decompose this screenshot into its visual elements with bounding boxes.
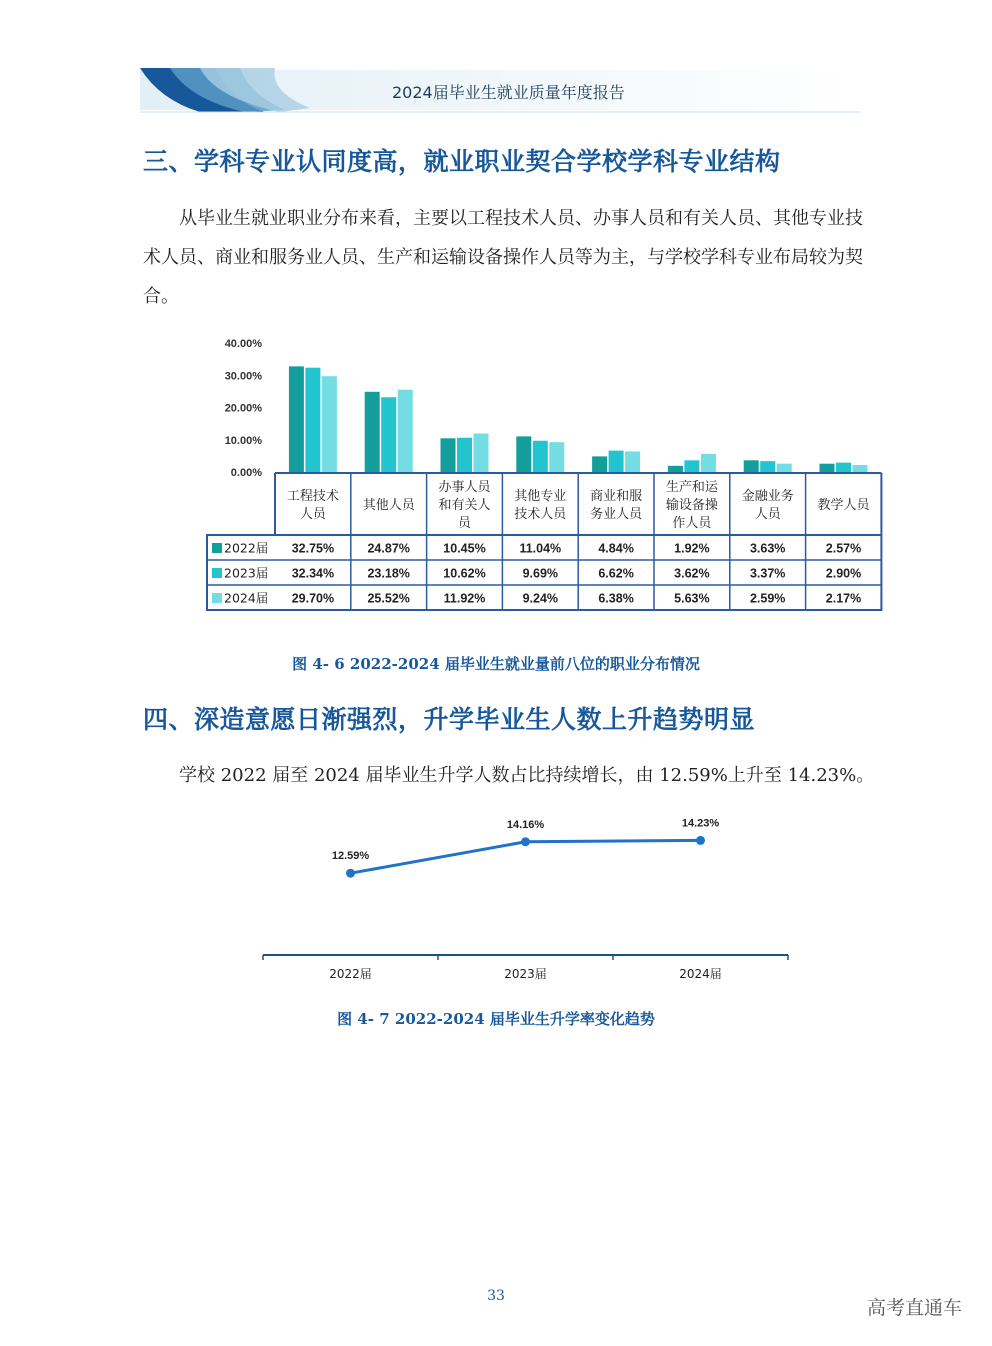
bar xyxy=(625,451,640,472)
bar xyxy=(381,397,396,472)
category-label: 人员 xyxy=(754,507,781,522)
data-cell: 1.92% xyxy=(674,541,710,556)
category-label: 其他人员 xyxy=(362,498,415,513)
category-label: 金融业务 xyxy=(741,489,794,504)
category-label: 输设备操 xyxy=(665,498,718,513)
bar xyxy=(516,436,531,472)
data-point xyxy=(346,869,355,878)
category-label: 人员 xyxy=(299,507,326,522)
data-cell: 32.34% xyxy=(291,566,335,581)
bar xyxy=(365,392,380,472)
bar xyxy=(289,366,304,472)
category-label: 务业人员 xyxy=(590,507,643,522)
data-cell: 6.62% xyxy=(598,566,634,581)
section-heading: 四、深造意愿日渐强烈，升学毕业生人数上升趋势明显 xyxy=(143,705,756,734)
data-cell: 32.75% xyxy=(291,541,335,556)
bar xyxy=(836,463,851,472)
legend-label: 2022届 xyxy=(224,540,269,556)
bar xyxy=(533,441,548,472)
y-tick-label: 0.00% xyxy=(230,467,262,479)
bar xyxy=(701,454,716,472)
bar xyxy=(398,390,413,472)
data-cell: 5.63% xyxy=(674,591,710,606)
bar xyxy=(474,434,489,472)
data-point xyxy=(521,837,530,846)
x-tick-label: 2022届 xyxy=(329,967,372,981)
figure-caption: 图 4- 6 2022-2024 届毕业生就业量前八位的职业分布情况 xyxy=(292,655,700,673)
bar xyxy=(853,465,868,472)
category-label: 技术人员 xyxy=(514,507,567,522)
x-tick-label: 2024届 xyxy=(679,967,722,981)
data-cell: 3.62% xyxy=(674,566,710,581)
data-point xyxy=(696,836,705,845)
bar xyxy=(777,464,792,472)
data-cell: 29.70% xyxy=(291,591,335,606)
data-cell: 10.62% xyxy=(443,566,486,581)
paragraph: 从毕业生就业职业分布来看，主要以工程技术人员、办事人员和有关人员、其他专业技术人员、商业和服务业人员、生产和运输设备操作人员等为主，与学校学科专业布局较为契合。 xyxy=(143,208,863,307)
header-title: 2024届毕业生就业质量年度报告 xyxy=(392,83,625,102)
bar xyxy=(457,438,472,472)
category-label: 生产和运 xyxy=(665,480,718,495)
category-label: 办事人员 xyxy=(438,480,491,495)
bar xyxy=(684,460,699,472)
category-label: 教学人员 xyxy=(817,498,870,513)
y-tick-label: 20.00% xyxy=(224,402,262,415)
bar xyxy=(592,456,607,472)
bar xyxy=(441,438,456,472)
bar xyxy=(305,368,320,472)
bar xyxy=(820,464,835,472)
legend-label: 2024届 xyxy=(224,590,269,606)
category-label: 员 xyxy=(457,516,472,531)
legend-swatch xyxy=(212,593,222,603)
bar xyxy=(549,442,564,472)
x-tick-label: 2023届 xyxy=(504,967,547,981)
data-label: 12.59% xyxy=(331,850,370,863)
data-cell: 9.24% xyxy=(522,591,559,606)
category-label: 工程技术 xyxy=(286,489,339,504)
legend-swatch xyxy=(212,568,222,578)
y-tick-label: 40.00% xyxy=(224,338,262,350)
data-cell: 11.92% xyxy=(443,591,486,606)
further-study-line-chart xyxy=(0,800,992,1000)
watermark: 高考直通车 xyxy=(866,1297,962,1319)
data-cell: 2.17% xyxy=(825,591,862,606)
category-label: 和有关人 xyxy=(438,498,491,513)
figure-caption: 图 4- 7 2022-2024 届毕业生升学率变化趋势 xyxy=(337,1010,655,1028)
legend-label: 2023届 xyxy=(224,565,269,581)
data-cell: 3.63% xyxy=(749,541,786,556)
data-label: 14.16% xyxy=(506,818,545,831)
data-cell: 9.69% xyxy=(522,566,559,581)
data-cell: 3.37% xyxy=(749,566,786,581)
occupation-bar-chart xyxy=(0,320,992,620)
bar xyxy=(609,451,624,472)
data-cell: 2.59% xyxy=(749,591,786,606)
paragraph: 学校 2022 届至 2024 届毕业生升学人数占比持续增长，由 12.59%上升至 14.23%。 xyxy=(179,765,875,786)
data-label: 14.23% xyxy=(681,817,720,830)
bar xyxy=(668,466,683,472)
data-cell: 25.52% xyxy=(367,591,410,606)
y-tick-label: 10.00% xyxy=(224,434,262,447)
data-cell: 24.87% xyxy=(367,541,410,556)
bar xyxy=(744,460,759,472)
page-number: 33 xyxy=(487,1288,505,1304)
data-cell: 11.04% xyxy=(519,541,562,556)
data-cell: 23.18% xyxy=(367,566,410,581)
category-label: 商业和服 xyxy=(590,489,643,504)
section-heading: 三、学科专业认同度高，就业职业契合学校学科专业结构 xyxy=(143,147,781,176)
category-label: 作人员 xyxy=(672,516,712,531)
y-tick-label: 30.00% xyxy=(224,370,262,383)
bar xyxy=(322,376,337,472)
data-cell: 6.38% xyxy=(598,591,634,606)
bar xyxy=(760,461,775,472)
legend-swatch xyxy=(212,543,222,553)
data-cell: 2.57% xyxy=(825,541,862,556)
category-label: 其他专业 xyxy=(514,489,567,504)
data-cell: 10.45% xyxy=(443,541,486,556)
data-cell: 4.84% xyxy=(598,541,634,556)
data-cell: 2.90% xyxy=(825,566,862,581)
